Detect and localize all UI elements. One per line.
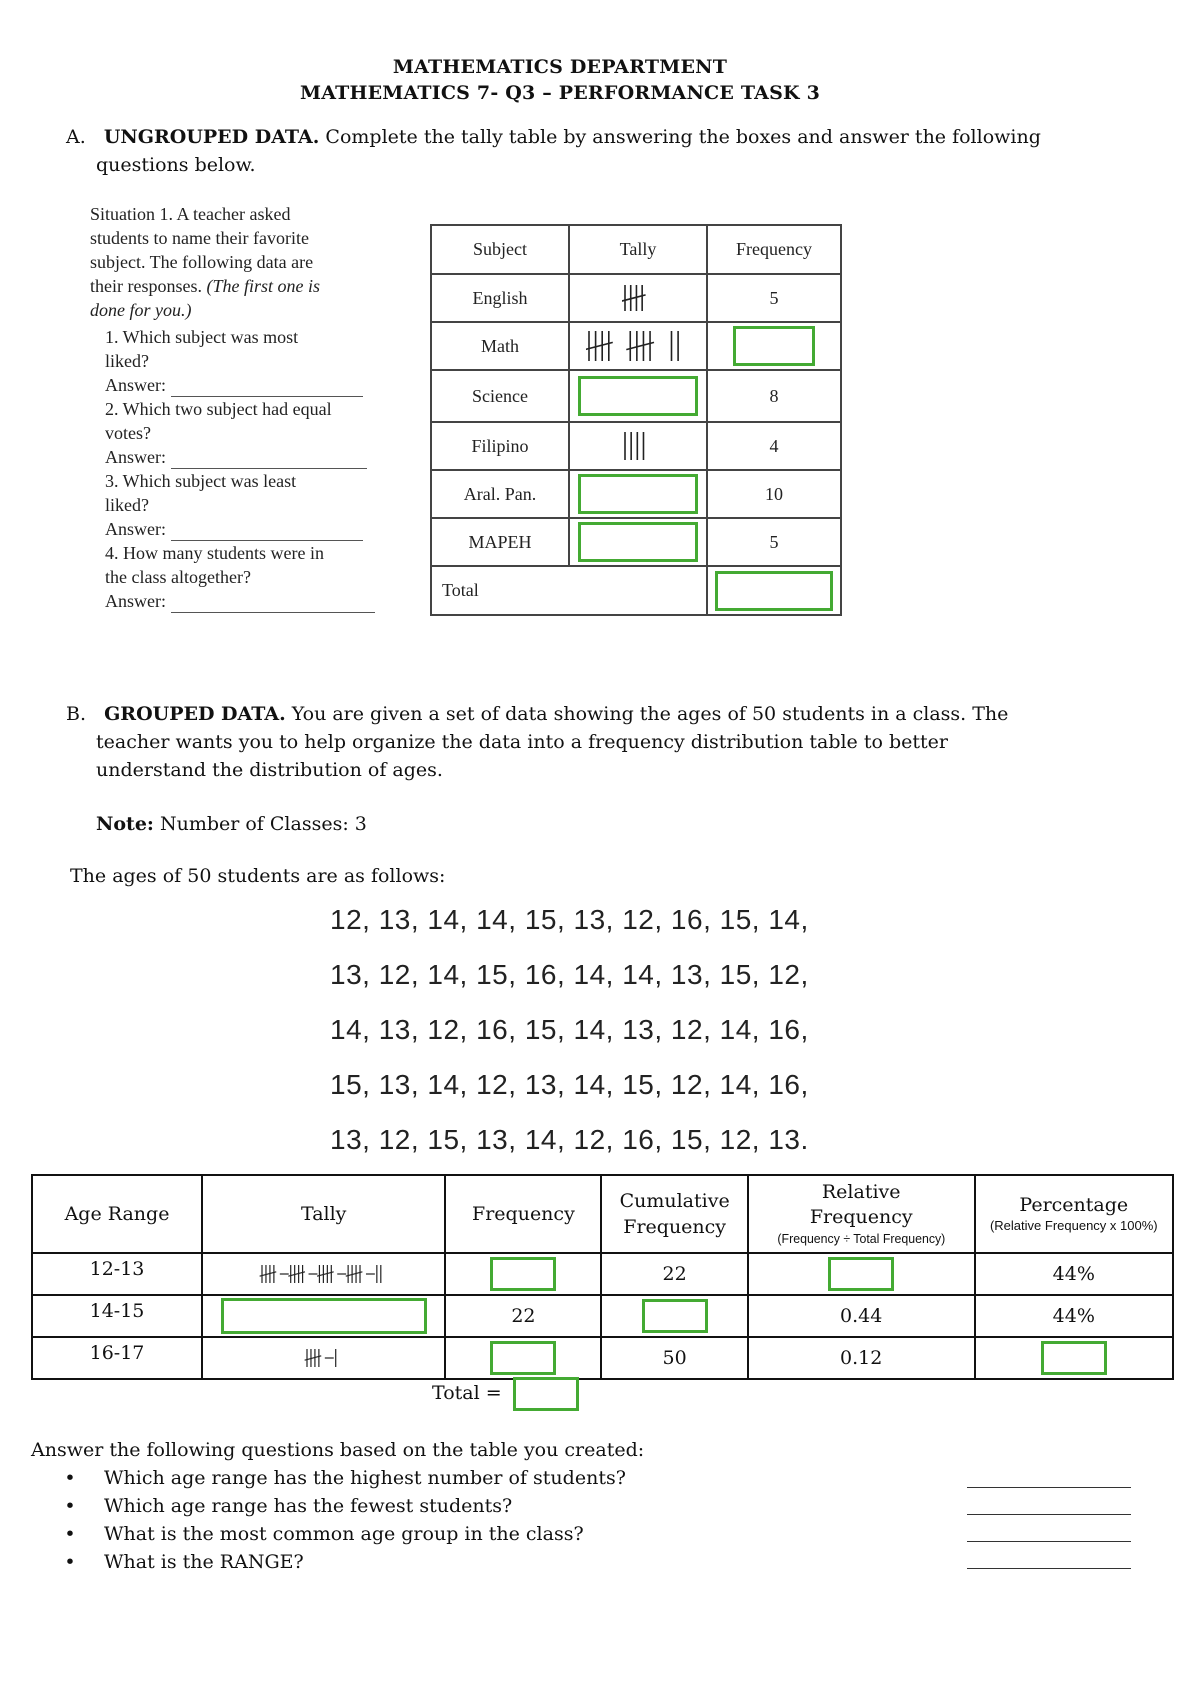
header-relative-line1: Relative bbox=[821, 1181, 901, 1203]
answer-box[interactable] bbox=[1041, 1341, 1107, 1375]
relative-cell: 0.12 bbox=[748, 1337, 975, 1379]
answer-line[interactable] bbox=[967, 1487, 1131, 1488]
header-relative-formula: (Frequency ÷ Total Frequency) bbox=[777, 1231, 946, 1246]
section-b-letter: B. bbox=[66, 703, 87, 725]
frequency-cell: 10 bbox=[707, 470, 841, 518]
answer-box[interactable] bbox=[490, 1341, 556, 1375]
list-item bbox=[52, 1548, 952, 1576]
frequency-cell: 8 bbox=[707, 370, 841, 422]
percentage-cell: 44% bbox=[975, 1253, 1173, 1295]
section-a-title: UNGROUPED DATA. bbox=[103, 126, 320, 148]
situation-line: students to name their favorite bbox=[90, 228, 309, 248]
subject-cell: Science bbox=[431, 370, 569, 422]
table-row bbox=[32, 1253, 1173, 1295]
answer-box[interactable] bbox=[221, 1298, 427, 1334]
answer-line[interactable] bbox=[171, 378, 363, 397]
header-percentage-line1: Percentage bbox=[1019, 1194, 1129, 1216]
subject-cell: MAPEH bbox=[431, 518, 569, 566]
list-item bbox=[52, 1520, 952, 1548]
answer-box[interactable] bbox=[578, 376, 698, 416]
total-row bbox=[431, 566, 841, 615]
total-cell bbox=[707, 566, 841, 615]
tally-cell bbox=[202, 1253, 445, 1295]
question-text: liked? bbox=[105, 495, 149, 515]
frequency-cell: 4 bbox=[707, 422, 841, 470]
situation-italic-line: done for you.) bbox=[90, 300, 192, 320]
table-row bbox=[431, 422, 841, 470]
header-relative-line2: Frequency bbox=[809, 1206, 913, 1228]
tally-marks bbox=[304, 1347, 344, 1369]
answer-line[interactable] bbox=[967, 1514, 1131, 1515]
answer-line[interactable] bbox=[171, 450, 367, 469]
total-label: Total bbox=[431, 566, 707, 615]
cumulative-cell: 22 bbox=[601, 1253, 747, 1295]
question-text: 4. How many students were in bbox=[105, 543, 324, 563]
subject-cell: Math bbox=[431, 322, 569, 370]
answer-box[interactable] bbox=[828, 1257, 894, 1291]
table-row bbox=[431, 518, 841, 566]
answer-line[interactable] bbox=[171, 522, 363, 541]
frequency-cell bbox=[445, 1253, 601, 1295]
header-cumulative-line2: Frequency bbox=[623, 1216, 727, 1238]
total-answer-box[interactable] bbox=[513, 1377, 579, 1411]
ages-line: 15, 13, 14, 12, 13, 14, 15, 12, 14, 16, bbox=[330, 1069, 809, 1100]
ages-line: 13, 12, 14, 15, 16, 14, 14, 13, 15, 12, bbox=[330, 959, 809, 990]
answer-line[interactable] bbox=[967, 1568, 1131, 1569]
bullet-icon: • bbox=[64, 1467, 76, 1489]
answer-box[interactable] bbox=[733, 326, 815, 366]
note bbox=[96, 810, 367, 838]
tally-cell bbox=[569, 422, 707, 470]
question-text: Which age range has the fewest students? bbox=[104, 1495, 513, 1517]
tally-cell bbox=[569, 518, 707, 566]
question-text: 2. Which two subject had equal bbox=[105, 399, 332, 419]
relative-cell: 0.44 bbox=[748, 1295, 975, 1337]
frequency-cell bbox=[445, 1337, 601, 1379]
header-age-range: Age Range bbox=[32, 1175, 202, 1253]
question-text: the class altogether? bbox=[105, 567, 251, 587]
frequency-cell: 5 bbox=[707, 274, 841, 322]
frequency-cell bbox=[707, 322, 841, 370]
cumulative-cell bbox=[601, 1295, 747, 1337]
section-b-text-line3: understand the distribution of ages. bbox=[96, 759, 443, 781]
table-row bbox=[431, 470, 841, 518]
ages-line: 14, 13, 12, 16, 15, 14, 13, 12, 14, 16, bbox=[330, 1014, 809, 1045]
ages-intro: The ages of 50 students are as follows: bbox=[70, 865, 446, 887]
header-cumulative bbox=[601, 1175, 747, 1253]
situation-line: subject. The following data are bbox=[90, 252, 314, 272]
age-range-cell: 16-17 bbox=[32, 1337, 202, 1379]
section-a-intro bbox=[66, 123, 1146, 151]
header-relative bbox=[748, 1175, 975, 1253]
answer-box[interactable] bbox=[578, 474, 698, 514]
section-a-text: Complete the tally table by answering the boxes and answer the following bbox=[319, 126, 1041, 148]
answer-box[interactable] bbox=[642, 1299, 708, 1333]
note-text: Number of Classes: 3 bbox=[153, 813, 367, 835]
answer-label: Answer: bbox=[105, 591, 166, 611]
header-frequency: Frequency bbox=[445, 1175, 601, 1253]
total-label: Total = bbox=[432, 1382, 502, 1404]
header-tally: Tally bbox=[202, 1175, 445, 1253]
situation-line: their responses. bbox=[90, 276, 202, 296]
list-item bbox=[52, 1464, 952, 1492]
bullet-icon: • bbox=[64, 1523, 76, 1545]
header-frequency: Frequency bbox=[707, 225, 841, 274]
situation-line: Situation 1. A teacher asked bbox=[90, 204, 291, 224]
tally-marks bbox=[586, 329, 690, 363]
table-row bbox=[32, 1295, 1173, 1337]
bullet-icon: • bbox=[64, 1495, 76, 1517]
question-text: votes? bbox=[105, 423, 151, 443]
tally-marks bbox=[622, 430, 654, 462]
answer-label: Answer: bbox=[105, 519, 166, 539]
section-b-intro bbox=[66, 700, 1156, 728]
header-subject: Subject bbox=[431, 225, 569, 274]
tally-cell bbox=[569, 470, 707, 518]
bullet-icon: • bbox=[64, 1551, 76, 1573]
situation-text bbox=[90, 202, 390, 322]
table-row bbox=[431, 322, 841, 370]
tally-cell bbox=[569, 370, 707, 422]
answer-box[interactable] bbox=[490, 1257, 556, 1291]
answer-label: Answer: bbox=[105, 375, 166, 395]
ages-line: 12, 13, 14, 14, 15, 13, 12, 16, 15, 14, bbox=[330, 904, 809, 935]
note-label: Note: bbox=[96, 813, 154, 835]
task-heading: MATHEMATICS 7- Q3 – PERFORMANCE TASK 3 bbox=[299, 82, 820, 104]
section-a-questions bbox=[105, 325, 395, 613]
frequency-cell: 22 bbox=[445, 1295, 601, 1337]
answer-line[interactable] bbox=[967, 1541, 1131, 1542]
percentage-cell bbox=[975, 1337, 1173, 1379]
tally-marks bbox=[622, 283, 654, 313]
section-a-letter: A. bbox=[66, 126, 86, 148]
answer-box[interactable] bbox=[715, 571, 833, 611]
questions-intro: Answer the following questions based on the table you created: bbox=[31, 1439, 645, 1461]
subject-cell: Aral. Pan. bbox=[431, 470, 569, 518]
answer-label: Answer: bbox=[105, 447, 166, 467]
tally-cell bbox=[202, 1337, 445, 1379]
table-row bbox=[32, 1337, 1173, 1379]
grouped-frequency-table bbox=[31, 1174, 1174, 1380]
question-text: liked? bbox=[105, 351, 149, 371]
tally-marks bbox=[259, 1263, 389, 1285]
question-text: What is the RANGE? bbox=[104, 1551, 304, 1573]
cumulative-cell: 50 bbox=[601, 1337, 747, 1379]
situation-italic: (The first one is bbox=[201, 276, 320, 296]
tally-cell bbox=[569, 274, 707, 322]
section-a-text-line2: questions below. bbox=[96, 154, 256, 176]
section-b-text-line2: teacher wants you to help organize the data into a frequency distribution table to better bbox=[96, 731, 948, 753]
ages-line: 13, 12, 15, 13, 14, 12, 16, 15, 12, 13. bbox=[330, 1124, 809, 1155]
section-b-title: GROUPED DATA. bbox=[104, 703, 286, 725]
list-item bbox=[52, 1492, 952, 1520]
header-percentage bbox=[975, 1175, 1173, 1253]
table-row bbox=[431, 274, 841, 322]
answer-box[interactable] bbox=[578, 522, 698, 562]
question-text: Which age range has the highest number of students? bbox=[104, 1467, 626, 1489]
age-range-cell: 14-15 bbox=[32, 1295, 202, 1337]
question-text: What is the most common age group in the class? bbox=[104, 1523, 584, 1545]
frequency-cell: 5 bbox=[707, 518, 841, 566]
percentage-cell: 44% bbox=[975, 1295, 1173, 1337]
question-text: 1. Which subject was most bbox=[105, 327, 299, 347]
age-range-cell: 12-13 bbox=[32, 1253, 202, 1295]
header-percentage-formula: (Relative Frequency x 100%) bbox=[989, 1218, 1158, 1233]
header-tally: Tally bbox=[569, 225, 707, 274]
tally-cell bbox=[569, 322, 707, 370]
subject-cell: English bbox=[431, 274, 569, 322]
questions-list bbox=[52, 1464, 952, 1576]
answer-line[interactable] bbox=[171, 594, 375, 613]
question-text: 3. Which subject was least bbox=[105, 471, 297, 491]
department-heading: MATHEMATICS DEPARTMENT bbox=[392, 56, 728, 78]
relative-cell bbox=[748, 1253, 975, 1295]
section-b-text: You are given a set of data showing the ages of 50 students in a class. The bbox=[285, 703, 1009, 725]
subject-tally-table bbox=[430, 224, 842, 616]
header-cumulative-line1: Cumulative bbox=[619, 1190, 730, 1212]
tally-cell bbox=[202, 1295, 445, 1337]
subject-cell: Filipino bbox=[431, 422, 569, 470]
table-row bbox=[431, 370, 841, 422]
